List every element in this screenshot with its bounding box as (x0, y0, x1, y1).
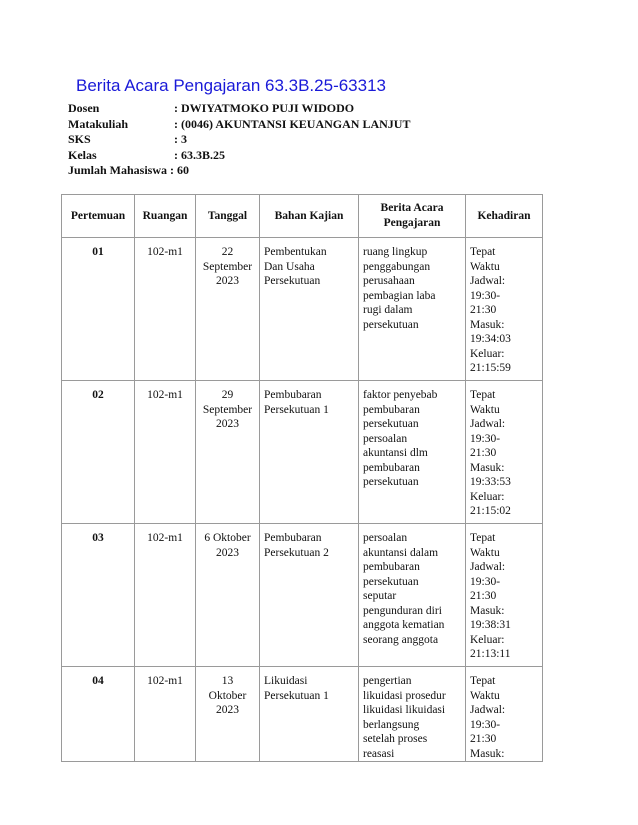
info-row-sks (68, 132, 410, 148)
info-label: Kelas (68, 147, 97, 162)
info-row-dosen (68, 101, 410, 117)
info-value: : 60 (170, 163, 190, 177)
table-row (62, 667, 543, 762)
cell-pertemuan: 04 (62, 667, 135, 762)
cell-bahan-kajian: Pembentukan Dan Usaha Persekutuan (260, 238, 359, 381)
cell-bahan-kajian: Pembubaran Persekutuan 1 (260, 381, 359, 524)
cell-berita-acara: persoalan akuntansi dalam pembubaran persekutuan seputar pengunduran diri anggota kematian seorang anggota (359, 524, 466, 667)
cell-tanggal: 22 September 2023 (196, 238, 260, 381)
cell-pertemuan: 01 (62, 238, 135, 381)
cell-bahan-kajian: Pembubaran Persekutuan 2 (260, 524, 359, 667)
info-value: : DWIYATMOKO PUJI WIDODO (174, 101, 355, 115)
page-title: Berita Acara Pengajaran 63.3B.25-63313 (76, 76, 387, 95)
info-value: : (0046) AKUNTANSI KEUANGAN LANJUT (174, 116, 411, 131)
cell-berita-acara: ruang lingkup penggabungan perusahaan pembagian laba rugi dalam persekutuan (359, 238, 466, 381)
cell-pertemuan: 03 (62, 524, 135, 667)
info-row-matakuliah (68, 117, 410, 133)
info-label: Dosen (68, 101, 100, 115)
column-header-kehadiran: Kehadiran (466, 195, 543, 238)
cell-berita-acara: faktor penyebab pembubaran persekutuan persoalan akuntansi dlm pembubaran persekutuan (359, 381, 466, 524)
info-row-jumlah-mahasiswa (68, 163, 410, 179)
column-header-tanggal: Tanggal (196, 195, 260, 238)
cell-pertemuan: 02 (62, 381, 135, 524)
cell-kehadiran: Tepat Waktu Jadwal: 19:30- 21:30 Masuk: 19:34:03 Keluar: 21:15:59 (466, 238, 543, 381)
column-header-pertemuan: Pertemuan (62, 195, 135, 238)
cell-tanggal: 13 Oktober 2023 (196, 667, 260, 762)
cell-bahan-kajian: Likuidasi Persekutuan 1 (260, 667, 359, 762)
info-label: SKS (68, 132, 91, 146)
cell-kehadiran: Tepat Waktu Jadwal: 19:30- 21:30 Masuk: 19:33:53 Keluar: 21:15:02 (466, 381, 543, 524)
info-label: Jumlah Mahasiswa (68, 163, 168, 177)
cell-kehadiran: Tepat Waktu Jadwal: 19:30- 21:30 Masuk: (466, 667, 543, 762)
cell-ruangan: 102-m1 (135, 238, 196, 381)
cell-berita-acara: pengertian likuidasi prosedur likuidasi likuidasi berlangsung setelah proses reasasi (359, 667, 466, 762)
info-row-kelas (68, 148, 410, 164)
info-value: : 3 (174, 132, 187, 146)
cell-tanggal: 29 September 2023 (196, 381, 260, 524)
info-value: : 63.3B.25 (174, 147, 225, 162)
info-label: Matakuliah (68, 116, 129, 131)
table-row (62, 524, 543, 667)
cell-ruangan: 102-m1 (135, 524, 196, 667)
attendance-table (61, 194, 543, 762)
column-header-ruangan: Ruangan (135, 195, 196, 238)
table-row (62, 238, 543, 381)
cell-kehadiran: Tepat Waktu Jadwal: 19:30- 21:30 Masuk: 19:38:31 Keluar: 21:13:11 (466, 524, 543, 667)
table-header-row (62, 195, 543, 238)
column-header-bahan-kajian: Bahan Kajian (260, 195, 359, 238)
course-info (68, 101, 410, 179)
cell-tanggal: 6 Oktober 2023 (196, 524, 260, 667)
column-header-berita-acara: Berita Acara Pengajaran (359, 195, 466, 238)
table-row (62, 381, 543, 524)
cell-ruangan: 102-m1 (135, 667, 196, 762)
cell-ruangan: 102-m1 (135, 381, 196, 524)
